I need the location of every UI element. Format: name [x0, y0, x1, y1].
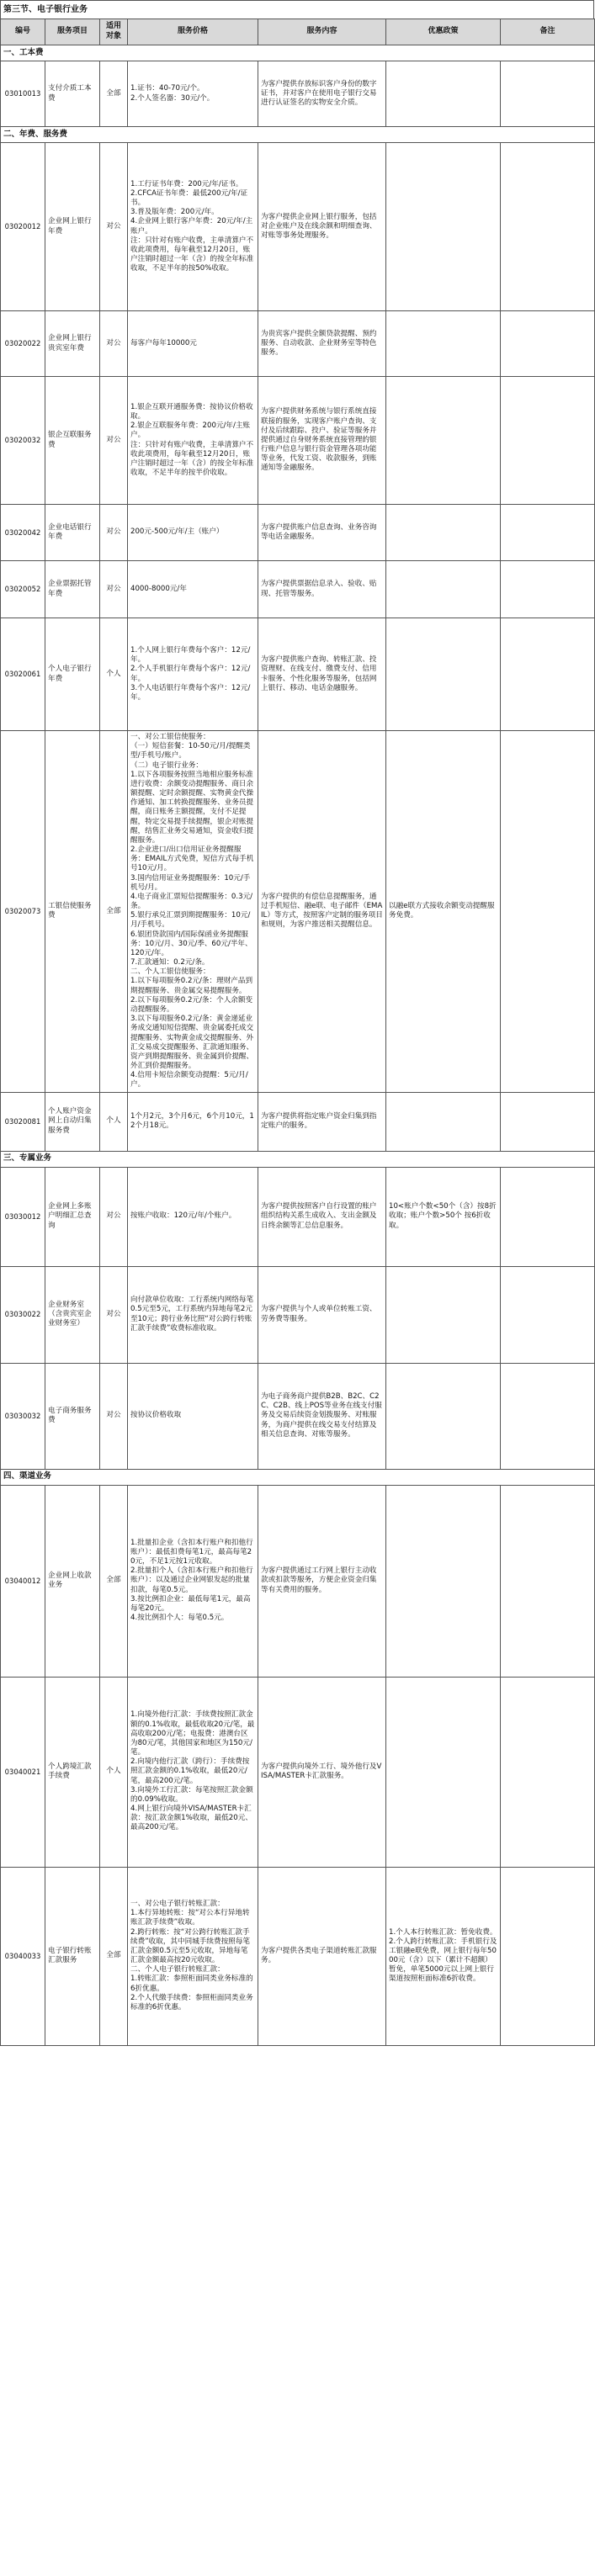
- cell-remark: [501, 377, 595, 505]
- cell-remark: [501, 1485, 595, 1677]
- cell-remark: [501, 561, 595, 618]
- table-row: [1, 561, 595, 618]
- cell-preferential: [386, 1363, 501, 1469]
- cell-preferential: [386, 377, 501, 505]
- cell-content: 为客户提供财务系统与银行系统直接联接的服务，实现客户账户查询、支付及后续跟踪、投户、验证等服务并提供通过自身财务系统直接管理的银行账户信息与银行资金管理各项功能等业务，代发工资、收款服务，到账通知等金融服务。: [258, 377, 386, 505]
- cell-price: 4000-8000元/年: [128, 561, 258, 618]
- table-row: [1, 618, 595, 731]
- section-heading-row: [1, 1151, 595, 1167]
- cell-price: 1.批量扣企业（含扣本行账户和扣他行账户）：最低扣费每笔1元，最高每笔20元，不足1元按1元收取。 2.批量扣个人（含扣本行账户和扣他行账户）：以及通过企业网银发起的批量扣款，每笔0.5元。 3.按比例扣企业：最低每笔1元，最高每笔20元。 4.按比例扣个人：每笔0.5元。: [128, 1485, 258, 1677]
- cell-code: 03020052: [1, 561, 45, 618]
- cell-content: 为客户提供向境外工行、境外他行及VISA/MASTER卡汇款服务。: [258, 1677, 386, 1867]
- cell-content: 为客户提供与个人或单位转账工资、劳务费等服务。: [258, 1266, 386, 1363]
- section-heading: 一、工本费: [1, 45, 595, 61]
- header-content: 服务内容: [258, 19, 386, 45]
- cell-name: 企业网上银行贵宾室年费: [45, 311, 100, 377]
- table-row: [1, 505, 595, 561]
- section-heading: 三、专属业务: [1, 1151, 595, 1167]
- cell-price: 200元-500元/年/主（账户）: [128, 505, 258, 561]
- cell-content: 为客户提供企业网上银行服务，包括对企业账户及在线余额和明细查询、对账等事务处理服务。: [258, 143, 386, 311]
- cell-code: 03040021: [1, 1677, 45, 1867]
- fee-table: [0, 19, 595, 2046]
- table-row: [1, 731, 595, 1093]
- cell-price: 1.向境外他行汇款：手续费按照汇款金额的0.1%收取，最低收取20元/笔，最高收取200元/笔；电报费：港澳台区为80元/笔，其他国家和地区为150元/笔。 2.向境内他行汇款（跨行）：手续费按照汇款金额的0.1%收取，最低20元/笔，最高200元/笔。 3.向境外工行汇款：每笔按照汇款金额的0.09%收取。 4.网上银行向境外VISA/MASTER卡汇款：按汇款金额1%收取，最低20元、最高200元/笔。: [128, 1677, 258, 1867]
- table-row: [1, 377, 595, 505]
- table-row: [1, 1363, 595, 1469]
- cell-code: 03020032: [1, 377, 45, 505]
- cell-price: 1.银企互联开通服务费：按协议价格收取。 2.银企互联服务年费：200元/年/主账户。 注：只针对有账户收费，主单清算户不收此项费用，每年截至12月20日，账户注销时超过一年（含）的按全年标准收取，不足半年的按半价收取。: [128, 377, 258, 505]
- cell-code: 03020073: [1, 731, 45, 1093]
- cell-code: 03040033: [1, 1867, 45, 2045]
- cell-object: 全部: [100, 1485, 128, 1677]
- header-object: 适用对象: [100, 19, 128, 45]
- table-row: [1, 1266, 595, 1363]
- cell-content: 为客户提供票据信息录入、验收、贴现、托管等服务。: [258, 561, 386, 618]
- cell-code: 03020022: [1, 311, 45, 377]
- cell-object: 对公: [100, 377, 128, 505]
- cell-content: 为客户提供将指定账户资金归集到指定账户的服务。: [258, 1092, 386, 1151]
- cell-remark: [501, 1167, 595, 1266]
- cell-price: 1.工行证书年费：200元/年/证书。 2.CFCA证书年费：最低200元/年/证书。 3.普及版年费：200元/年。 4.企业网上银行客户年费：20元/年/主账户。 注：只针对有账户收费，主单清算户不收此项费用，每年截至12月20日，账户注销时超过一年（含）的按全年标准收取，不足半年的按50%收取。: [128, 143, 258, 311]
- section-heading: 四、渠道业务: [1, 1469, 595, 1485]
- cell-object: 对公: [100, 1266, 128, 1363]
- cell-remark: [501, 1266, 595, 1363]
- cell-content: 为客户提供账户查询、转账汇款、投资理财、在线支付、缴费支付、信用卡服务、个性化服务等服务，包括网上银行、移动、电话金融服务。: [258, 618, 386, 731]
- cell-code: 03020042: [1, 505, 45, 561]
- table-row: [1, 1677, 595, 1867]
- cell-price: 向付款单位收取：工行系统内网络每笔0.5元至5元，工行系统内异地每笔2元至10元；跨行业务比照“对公跨行转账汇款手续费”收费标准收取。: [128, 1266, 258, 1363]
- cell-name: 企业网上收款业务: [45, 1485, 100, 1677]
- cell-preferential: 10<账户个数<50个（含）按8折收取；账户个数>50个 按6折收取。: [386, 1167, 501, 1266]
- cell-content: 为贵宾客户提供全额贷款提醒、预约服务、自动收款、企业财务室等特色服务。: [258, 311, 386, 377]
- cell-preferential: [386, 1485, 501, 1677]
- table-header-row: [1, 19, 595, 45]
- cell-code: 03030012: [1, 1167, 45, 1266]
- cell-preferential: [386, 1092, 501, 1151]
- cell-name: 个人跨境汇款手续费: [45, 1677, 100, 1867]
- cell-object: 对公: [100, 311, 128, 377]
- cell-object: 全部: [100, 731, 128, 1093]
- header-price: 服务价格: [128, 19, 258, 45]
- cell-price: 按协议价格收取: [128, 1363, 258, 1469]
- cell-code: 03020061: [1, 618, 45, 731]
- cell-content: 为客户提供按照客户自行设置的账户组织结构关系生成收入、支出金额及日终余额等汇总信息服务。: [258, 1167, 386, 1266]
- table-row: [1, 1092, 595, 1151]
- table-row: [1, 1485, 595, 1677]
- table-body: [1, 45, 595, 2046]
- cell-preferential: [386, 1677, 501, 1867]
- cell-name: 企业网上多账户明细汇总查询: [45, 1167, 100, 1266]
- cell-price: 1个月2元，3个月6元，6个月10元，12个月18元。: [128, 1092, 258, 1151]
- cell-content: 为电子商务商户提供B2B、B2C、C2C、C2B、线上POS等业务在线支付服务及交易后续资金划拨服务、对账服务，为商户提供在线交易支付结算及相关信息查询、对账等服务。: [258, 1363, 386, 1469]
- section-heading-row: [1, 127, 595, 143]
- cell-code: 03030032: [1, 1363, 45, 1469]
- cell-price: 按账户收取：120元/年/个账户。: [128, 1167, 258, 1266]
- header-remark: 备注: [501, 19, 595, 45]
- cell-remark: [501, 618, 595, 731]
- cell-price: 每客户每年10000元: [128, 311, 258, 377]
- cell-object: 对公: [100, 1167, 128, 1266]
- cell-preferential: [386, 505, 501, 561]
- cell-object: 个人: [100, 1092, 128, 1151]
- cell-preferential: [386, 311, 501, 377]
- cell-remark: [501, 505, 595, 561]
- section-heading: 二、年费、服务费: [1, 127, 595, 143]
- section-heading-row: [1, 45, 595, 61]
- section-heading-row: [1, 1469, 595, 1485]
- cell-preferential: [386, 618, 501, 731]
- header-name: 服务项目: [45, 19, 100, 45]
- cell-preferential: 以融e联方式接收余额变动提醒服务免费。: [386, 731, 501, 1093]
- cell-code: 03010013: [1, 61, 45, 127]
- cell-name: 支付介质工本费: [45, 61, 100, 127]
- table-row: [1, 1867, 595, 2045]
- header-code: 编号: [1, 19, 45, 45]
- cell-name: 工银信使服务费: [45, 731, 100, 1093]
- header-preferential: 优惠政策: [386, 19, 501, 45]
- cell-code: 03020012: [1, 143, 45, 311]
- cell-price: 1.证书：40-70元/个。 2.个人签名器：30元/个。: [128, 61, 258, 127]
- cell-price: 1.个人网上银行年费每个客户：12元/年。 2.个人手机银行年费每个客户：12元/年。 3.个人电话银行年费每个客户：12元/年。: [128, 618, 258, 731]
- cell-object: 个人: [100, 1677, 128, 1867]
- cell-preferential: [386, 561, 501, 618]
- cell-preferential: [386, 61, 501, 127]
- cell-remark: [501, 1677, 595, 1867]
- cell-price: 一、对公电子银行转账汇款： 1.本行异地转账：按“对公本行异地转账汇款手续费”收取。 2.跨行转账：按“对公跨行转账汇款手续费”收取，其中同城手续费按照每笔汇款金额0.5元至5元收取，异地每笔汇款金额最高按20元收取。 二、个人电子银行转账汇款： 1.转账汇款：参照柜面同类业务标准的6折优惠。 2.个人代缴手续费：参照柜面同类业务标准的6折优惠。: [128, 1867, 258, 2045]
- cell-name: 企业电话银行年费: [45, 505, 100, 561]
- cell-remark: [501, 143, 595, 311]
- cell-name: 个人电子银行年费: [45, 618, 100, 731]
- cell-content: 为客户提供各类电子渠道转账汇款服务。: [258, 1867, 386, 2045]
- cell-price: 一、对公工银信使服务： （一）短信套餐：10-50元/月/提醒类型/手机号/账户。 （二）电子银行业务： 1.以下各项服务按照当地相应服务标准进行收费：余额变动提醒服务、商日余额提醒、定时余额提醒、实物黄金代操作通知、加工转换提醒服务、业务员提醒，商日账务主额提醒，支付不足提醒，特定交易提手续提醒，银企对账提醒，结售汇业务交易通知，资金收归提醒服务。 2.企业进口/出口信用证业务提醒服务：EMAIL方式免费，短信方式每手机号10元/月。 3.国内信用证业务提醒服务：10元/手机号/月。 4.电子商业汇票短信提醒服务：0.3元/条。 5.银行承兑汇票到期提醒服务：10元/月/手机号。 6.银团贷款国内/国际保函业务提醒服务：10元/月、30元/季、60元/半年、120元/年。 7.汇款通知：0.2元/条。 二、个人工银信使服务： 1.以下每项服务0.2元/条：理财产品到期提醒服务、贵金属交易提醒服务。 2.以下每项服务0.2元/条：个人余额变动提醒服务。 3.以下每项服务0.2元/条：黄金递延业务成交通知短信提醒、贵金属委托成交提醒服务、实物黄金成交提醒服务、外汇交易成交提醒服务、汇款通知服务、资产到期提醒服务、贵金属到价提醒、外汇到价提醒服务。 4.信用卡短信余额变动提醒：5元/月/户。: [128, 731, 258, 1093]
- cell-code: 03030022: [1, 1266, 45, 1363]
- table-row: [1, 143, 595, 311]
- cell-preferential: 1.个人本行转账汇款：暂免收费。 2.个人跨行转账汇款：手机银行及工银融e联免费，网上银行每年5000元（含）以下（累计不超额）暂免，单笔5000元以上网上银行渠道按照柜面标准6折收费。: [386, 1867, 501, 2045]
- table-row: [1, 1167, 595, 1266]
- cell-remark: [501, 1092, 595, 1151]
- cell-content: 为客户提供账户信息查询、业务咨询等电话金融服务。: [258, 505, 386, 561]
- cell-object: 全部: [100, 1867, 128, 2045]
- cell-content: 为客户提供存放标识客户身份的数字证书，并对客户在使用电子银行交易进行认证签名的实物安全介质。: [258, 61, 386, 127]
- cell-object: 个人: [100, 618, 128, 731]
- cell-content: 为客户提供通过工行网上银行主动收款或扣款等服务，方便企业资金归集等有关费用的服务。: [258, 1485, 386, 1677]
- cell-name: 企业票据托管年费: [45, 561, 100, 618]
- cell-preferential: [386, 143, 501, 311]
- cell-object: 全部: [100, 61, 128, 127]
- cell-code: 03040012: [1, 1485, 45, 1677]
- cell-name: 电子银行转账汇款服务: [45, 1867, 100, 2045]
- cell-name: 银企互联服务费: [45, 377, 100, 505]
- cell-name: 电子商务服务费: [45, 1363, 100, 1469]
- cell-remark: [501, 1867, 595, 2045]
- table-row: [1, 311, 595, 377]
- cell-object: 对公: [100, 505, 128, 561]
- cell-object: 对公: [100, 561, 128, 618]
- table-row: [1, 61, 595, 127]
- cell-name: 企业财务室（含贵宾室企业财务室）: [45, 1266, 100, 1363]
- cell-code: 03020081: [1, 1092, 45, 1151]
- cell-object: 对公: [100, 143, 128, 311]
- cell-name: 个人账户资金网上自动归集服务费: [45, 1092, 100, 1151]
- cell-name: 企业网上银行年费: [45, 143, 100, 311]
- cell-preferential: [386, 1266, 501, 1363]
- cell-remark: [501, 311, 595, 377]
- cell-remark: [501, 731, 595, 1093]
- cell-content: 为客户提供的有偿信息提醒服务，通过手机短信、融e联、电子邮件（EMAIL）等方式，按照客户定制的服务项目和规则，为客户推送相关提醒信息。: [258, 731, 386, 1093]
- cell-remark: [501, 61, 595, 127]
- cell-remark: [501, 1363, 595, 1469]
- cell-object: 对公: [100, 1363, 128, 1469]
- document-title: 第三节、电子银行业务: [0, 0, 594, 19]
